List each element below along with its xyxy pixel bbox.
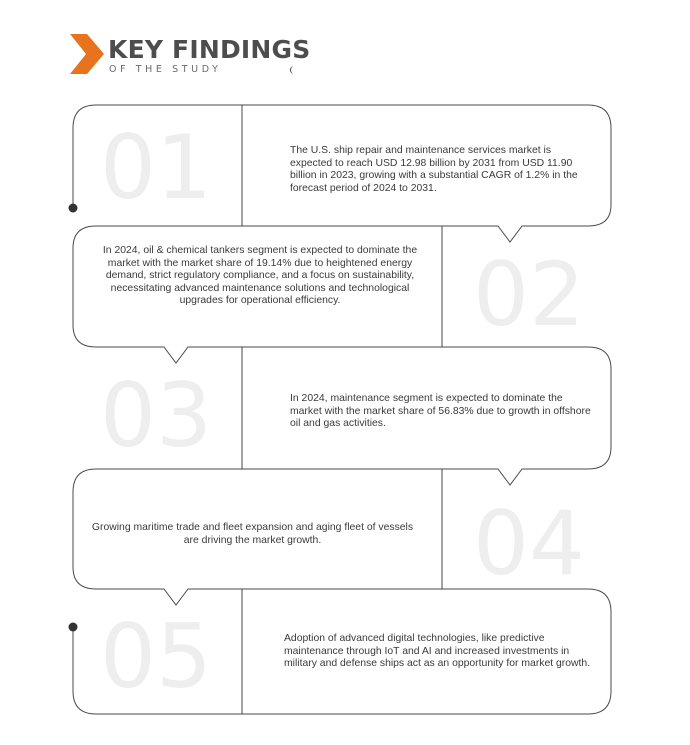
finding-text-05: Adoption of advanced digital technologies, like predictive maintenance through IoT and AI and increased investments in military and defense ships act as an opportunity for market growth. bbox=[284, 633, 591, 670]
finding-text-02: In 2024, oil & chemical tankers segment is expected to dominate the market with the market share of 19.14% due to heightened energy demand, strict regulatory compliance, and a focus on sustainability, necessitating advanced maintenance solutions and technological upgrades for operational efficiency. bbox=[102, 245, 418, 307]
finding-number-05: 05 bbox=[100, 605, 212, 708]
page-subtitle: OF THE STUDY bbox=[109, 64, 222, 75]
finding-number-02: 02 bbox=[473, 243, 585, 346]
path-end-dot bbox=[69, 623, 78, 632]
finding-text-03: In 2024, maintenance segment is expected to dominate the market with the market share of 56.83% due to growth in offshore oil and gas activities. bbox=[290, 393, 591, 430]
page-title: KEY FINDINGS bbox=[108, 35, 311, 64]
finding-number-01: 01 bbox=[100, 116, 212, 219]
finding-number-03: 03 bbox=[100, 364, 212, 467]
finding-text-04: Growing maritime trade and fleet expansion and aging fleet of vessels are driving the market growth. bbox=[91, 522, 414, 546]
finding-number-04: 04 bbox=[473, 492, 585, 595]
path-start-dot bbox=[69, 204, 78, 213]
finding-text-01: The U.S. ship repair and maintenance services market is expected to reach USD 12.98 billion by 2031 from USD 11.90 billion in 2023, growing with a substantial CAGR of 1.2% in the forecast period of 2024 to 2031. bbox=[290, 145, 578, 194]
